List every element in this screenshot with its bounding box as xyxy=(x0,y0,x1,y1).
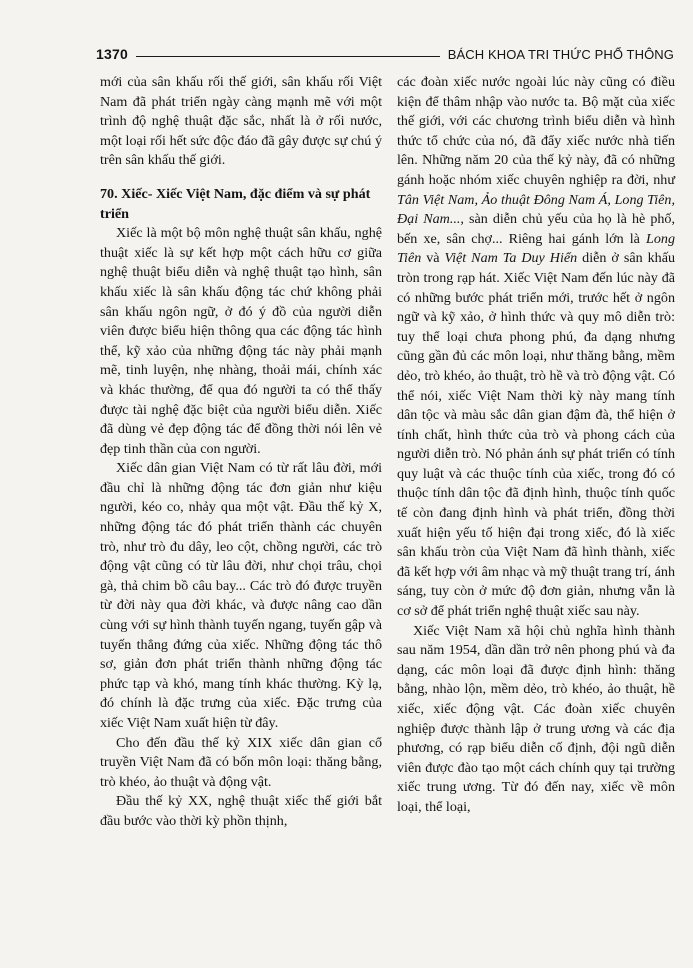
page-number: 1370 xyxy=(96,46,128,62)
italic-troupe-name: Long Tiên xyxy=(397,230,675,267)
header-rule xyxy=(136,56,440,57)
text-run: và xyxy=(421,250,445,267)
left-column xyxy=(100,73,382,832)
running-title: BÁCH KHOA TRI THỨC PHỔ THÔNG xyxy=(447,47,674,62)
right-column xyxy=(397,73,675,818)
italic-troupe-name: Việt Nam Ta Duy Hiển xyxy=(444,250,578,267)
italic-troupe-names: Tân Việt Nam, Ảo thuật Đông Nam Á, Long Tiên, Đại Nam..., xyxy=(397,191,675,228)
paragraph: mới của sân khấu rối thế giới, sân khấu rối Việt Nam đã phát triển ngày càng mạnh mẽ với một trình độ nghệ thuật đặc sắc, nhất là ở rối nước, một loại rối hết sức độc đáo đã gây được sự chú ý trên sân khấu thế giới. xyxy=(100,74,382,169)
paragraph: Xiếc là một bộ môn nghệ thuật sân khấu, nghệ thuật xiếc là sự kết hợp một cách hữu cơ giữa nghệ thuật biểu diễn và nghệ thuật tạo hình, sân khấu xiếc là sân khấu động tác chứ không phải sân khấu ngôn ngữ, ở đó ý đồ của người diễn viên được biểu hiện thông qua các động tác hình thể, kỹ xảo của những động tác này phải mạnh mẽ, tinh luyện, nhẹ nhàng, thoải mái, chính xác và khác thường, để qua đó người ta có thể thấy được tài nghệ đặc biệt của người biểu diễn. Xiếc đã dùng vẻ đẹp động tác để đồng thời nói lên vẻ đẹp tinh thần của con người. xyxy=(100,225,382,457)
paragraph: Xiếc dân gian Việt Nam có từ rất lâu đời, mới đầu chỉ là những động tác đơn giản như kiệu người, kéo co, nhảy qua một vật. Đầu thế kỷ X, những động tác đó phát triển thành các chuyên trò, như trò đu dây, leo cột, chồng người, các trò động vật cũng có từ lâu đời, như chọi trâu, chọi gà, thả chim bồ câu bay... Các trò đó được truyền từ đời này qua đời khác, và được nâng cao dần cùng với sự hình thành tuyến ngang, tuyến gập và tuyến thẳng đứng của xiếc. Những động tác thô sơ, giản đơn phát triển thành những động tác phức tạp và khó, mang tính khác thường. Kỳ lạ, đó chính là đặc trưng của xiếc. Đặc trưng của xiếc Việt Nam xuất hiện từ đây. xyxy=(100,460,382,731)
paragraph: Cho đến đầu thế kỷ XIX xiếc dân gian cổ truyền Việt Nam đã có bốn môn loại: thăng bằng, trò khéo, ảo thuật và động vật. xyxy=(100,734,382,790)
page-header xyxy=(96,40,674,62)
text-run: diễn ở sân khấu tròn trong rạp hát. Xiếc Việt Nam đến lúc này đã có những bước phát triển mới, trước hết ở ngôn ngữ và kỹ xảo, ở hình thức và quy mô diễn trò: tuy thể loại chưa phong phú, đa dạng nhưng cũng gần đủ các môn loại, như thăng bằng, mềm dẻo, trò khéo, ảo thuật, trò hề và trò động vật. Có thể nói, xiếc Việt Nam thời kỳ này mang tính dân tộc và màu sắc dân gian đậm đà, thể hiện ở tính chất, hình thức của trò và phong cách của người diễn trò. Nó phản ánh sự phát triển có tính quy luật và các thuộc tính của xiếc, trong đó có thuộc tính dân tộc đã định hình, thuộc tính quốc tế còn đang định hình và phát triển, đồng thời xuất hiện yếu tố hiện đại trong xiếc, đó là xiếc sân khấu tròn của Việt Nam đã hình thành, xiếc đã kết hợp với âm nhạc và mỹ thuật trang trí, ánh sáng, tuy còn ở mức độ đơn giản, nhưng vẫn là cơ sở để phát triển nghệ thuật xiếc sau này. xyxy=(397,250,676,620)
section-heading: 70. Xiếc- Xiếc Việt Nam, đặc điểm và sự phát triển xyxy=(100,185,371,222)
paragraph: Đầu thế kỷ XX, nghệ thuật xiếc thế giới bắt đầu bước vào thời kỳ phồn thịnh, xyxy=(100,793,382,829)
paragraph xyxy=(397,73,675,622)
text-run: các đoàn xiếc nước ngoài lúc này cũng có điều kiện để thâm nhập vào nước ta. Bộ mặt của xiếc thế giới, với các chương trình biểu diễn và hình thức tổ chức của nó, đã đẩy xiếc nước nhà tiến lên. Những năm 20 của thế kỷ này, đã có những gánh hoặc nhóm xiếc chuyên nghiệp ra đời, như xyxy=(397,74,675,188)
text-run: sàn diễn chủ yếu của họ là hè phố, bến xe, sân chợ... Riêng hai gánh lớn là xyxy=(397,211,675,247)
paragraph: Xiếc Việt Nam xã hội chủ nghĩa hình thành sau năm 1954, dần dần trở nên phong phú và đa dạng, các môn loại đã được định hình: thăng bằng, nhào lộn, mềm dẻo, trò khéo, ảo thuật, hề xiếc, xiếc động vật. Các đoàn xiếc chuyên nghiệp được thành lập ở trung ương và các địa phương, có rạp biểu diễn cố định, đội ngũ diễn viên được đào tạo một cách chính quy tại trường xiếc trung ương. Từ đó đến nay, xiếc về môn loại, thể loại, xyxy=(397,622,675,815)
